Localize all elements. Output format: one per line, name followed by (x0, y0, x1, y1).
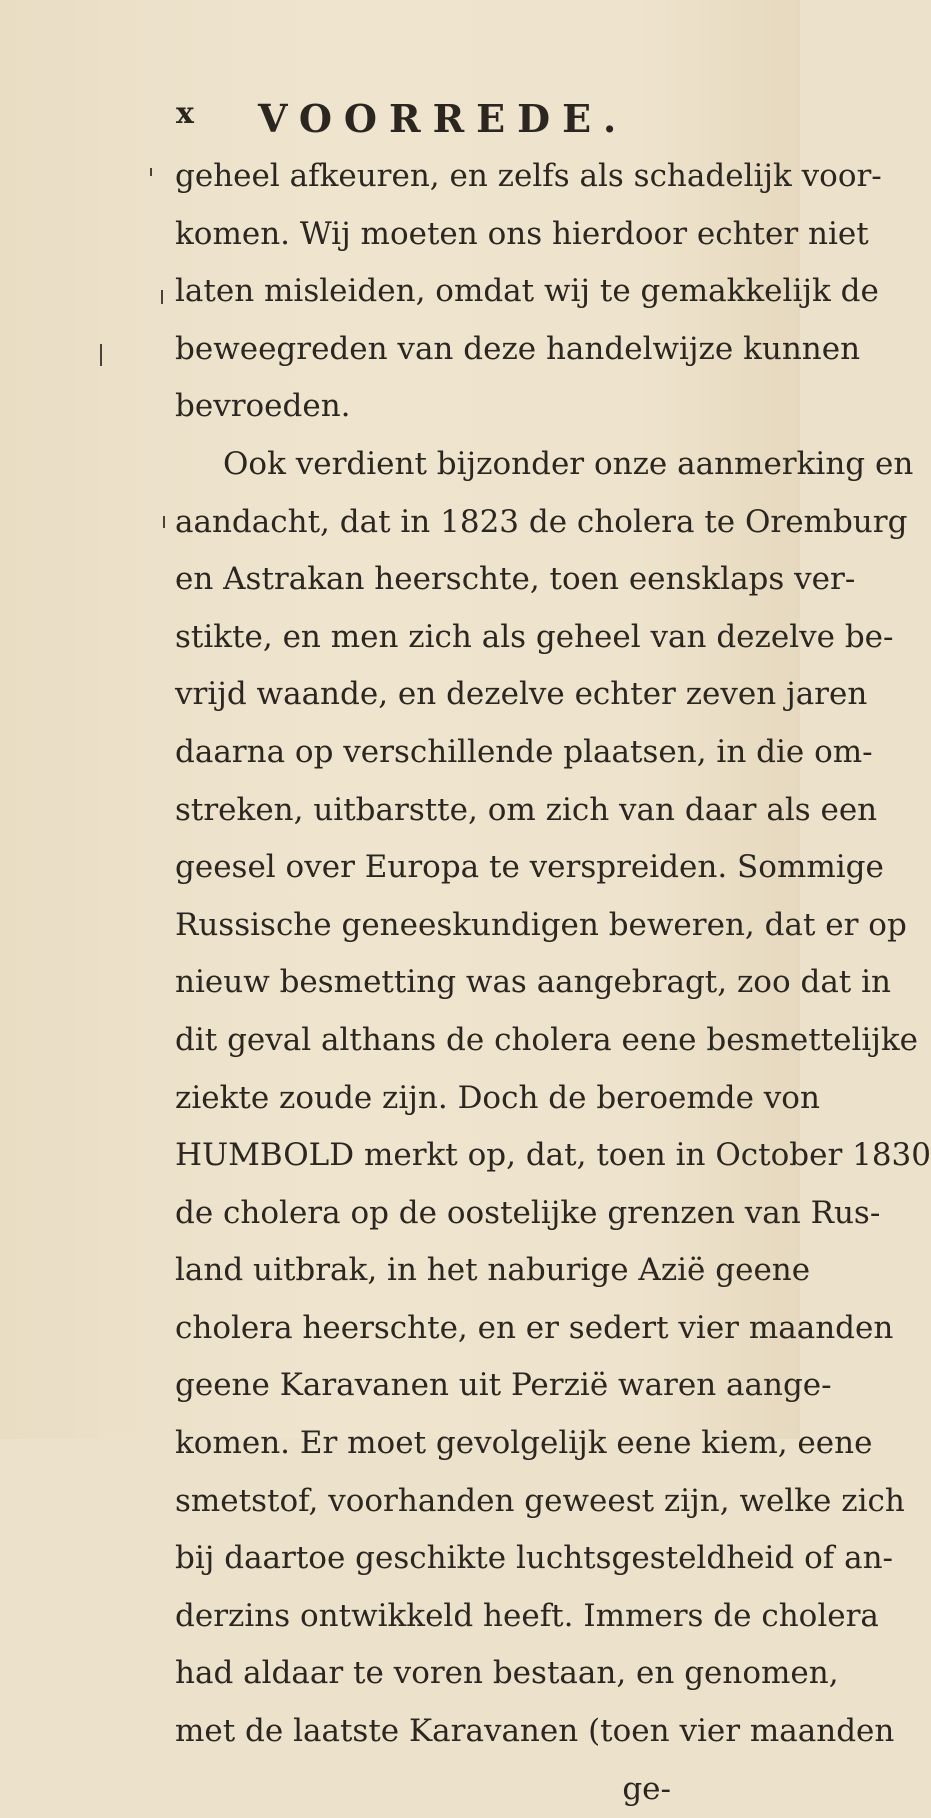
running-title: VOORREDE. (258, 96, 629, 141)
text-line: had aldaar te voren bestaan, en genomen, (175, 1655, 839, 1692)
text-line: bevroeden. (175, 388, 351, 425)
text-line: stikte, en men zich als geheel van dezelve be- (175, 618, 894, 655)
body-text (175, 148, 931, 1818)
text-line: geene Karavanen uit Perzië waren aange- (175, 1367, 832, 1404)
page-header (176, 96, 736, 144)
text-line: en Astrakan heerschte, toen eensklaps ver- (175, 561, 856, 598)
text-line: vrijd waande, en dezelve echter zeven jaren (175, 676, 868, 713)
text-line: aandacht, dat in 1823 de cholera te Oremburg (175, 503, 908, 540)
margin-tick (100, 344, 102, 366)
text-line: land uitbrak, in het naburige Azië geene (175, 1252, 811, 1289)
text-line: smetstof, voorhanden geweest zijn, welke zich (175, 1482, 905, 1519)
text-line: Russische geneeskundigen beweren, dat er op (175, 906, 907, 943)
text-line: dit geval althans de cholera eene besmettelijke (175, 1021, 919, 1058)
margin-tick (163, 516, 165, 528)
text-line: geheel afkeuren, en zelfs als schadelijk voor- (175, 158, 882, 194)
text-line: bij daartoe geschikte luchtsgesteldheid of an- (175, 1540, 894, 1577)
text-line: daarna op verschillende plaatsen, in die om- (175, 733, 873, 770)
text-line: geesel over Europa te verspreiden. Sommige (175, 849, 884, 886)
text-line: ziekte zoude zijn. Doch de beroemde von (175, 1079, 820, 1116)
text-line: de cholera op de oostelijke grenzen van Rus- (175, 1194, 881, 1231)
text-line: Ook verdient bijzonder onze aanmerking en (223, 445, 914, 482)
text-line: cholera heerschte, en er sedert vier maanden (175, 1309, 894, 1346)
margin-tick (161, 290, 163, 304)
text-line: beweegreden van deze handelwijze kunnen (175, 330, 861, 367)
text-line: laten misleiden, omdat wij te gemakkelijk de (175, 273, 879, 310)
text-line: HUMBOLD merkt op, dat, toen in October 1830 (175, 1137, 931, 1174)
text-line: nieuw besmetting was aangebragt, zoo dat in (175, 964, 891, 1001)
catchword: ge- (622, 1770, 671, 1807)
text-line: komen. Er moet gevolgelijk eene kiem, eene (175, 1425, 873, 1462)
margin-tick (150, 168, 152, 176)
text-line: streken, uitbarstte, om zich van daar als een (175, 791, 878, 828)
text-line: komen. Wij moeten ons hierdoor echter niet (175, 215, 869, 252)
text-line: met de laatste Karavanen (toen vier maanden (175, 1713, 895, 1750)
page-number: x (176, 96, 195, 131)
text-line: derzins ontwikkeld heeft. Immers de cholera (175, 1597, 879, 1634)
